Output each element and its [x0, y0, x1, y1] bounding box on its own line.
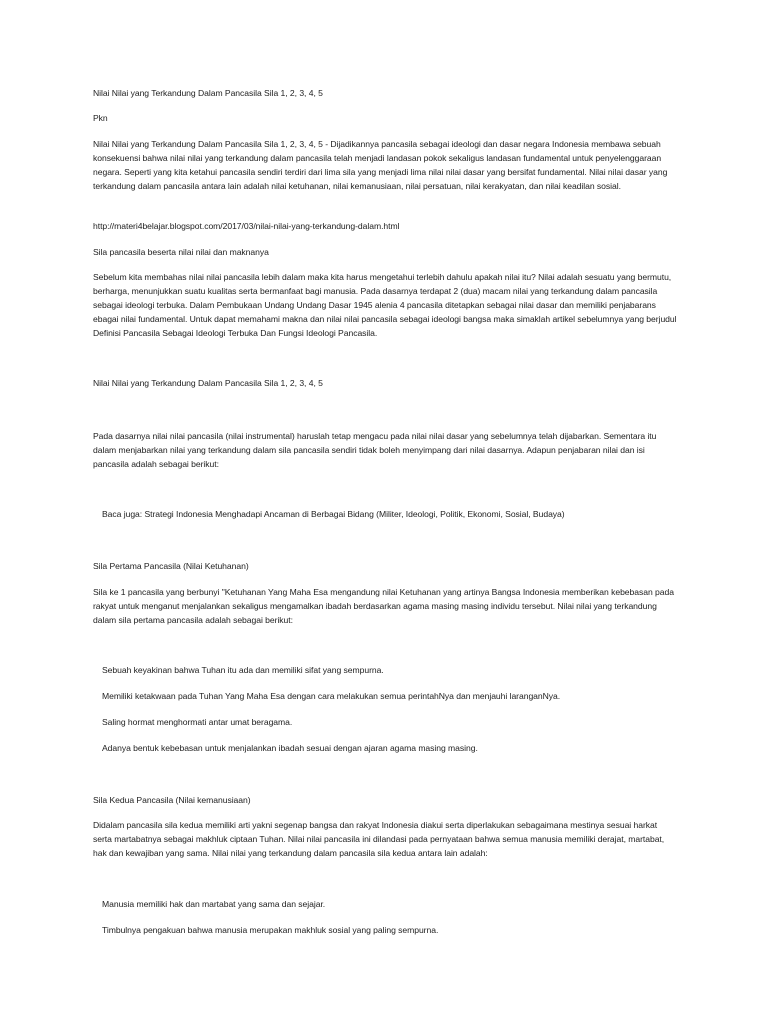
- sila2-list-item: Timbulnya pengakuan bahwa manusia merupakan makhluk sosial yang paling sempurna.: [102, 925, 439, 935]
- sila1-list-item: Memiliki ketakwaan pada Tuhan Yang Maha Esa dengan cara melakukan semua perintahNya dan menjauhi laranganNya.: [102, 691, 561, 701]
- intro-paragraph: Nilai Nilai yang Terkandung Dalam Pancasila Sila 1, 2, 3, 4, 5 - Dijadikannya pancasila sebagai ideologi dan dasar negara Indonesia membawa sebuah konsekuensi bahwa nilai nilai yang terkandung dalam pancasila telah menjadi landasan pokok sekaligus landasan fundamental untuk penyelenggaraan negara. Seperti yang kita ketahui pancasila sendiri terdiri dari lima sila yang menjadi lima nilai nilai dasar yang bersifat fundamental. Nilai nilai dasar yang terkandung dalam pancasila antara lain adalah nilai ketuhanan, nilai kemanusiaan, nilai persatuan, nilai kerakyatan, dan nilai keadilan sosial.: [93, 139, 668, 191]
- paragraph-sebelum: Sebelum kita membahas nilai nilai pancasila lebih dalam maka kita harus mengetahui terlebih dahulu apakah nilai itu? Nilai adalah sesuatu yang bermutu, berharga, menunjukkan suatu kualitas serta bermanfaat bagi manusia. Pada dasarnya terdapat 2 (dua) macam nilai yang terkandung dalam pancasila sebagai ideologi terbuka. Dalam Pembukaan Undang Undang Dasar 1945 alenia 4 pancasila ditetapkan sebagai nilai dasar dan memiliki penjabarans ebagai nilai fundamental. Untuk dapat memahami makna dan nilai nilai pancasila sebagai ideologi bangsa maka simaklah artikel sebelumnya yang berjudul Definisi Pancasila Sebagai Ideologi Terbuka Dan Fungsi Ideologi Pancasila.: [93, 272, 677, 338]
- sila1-list-item: Saling hormat menghormati antar umat beragama.: [102, 717, 293, 727]
- document-title-repeat: Nilai Nilai yang Terkandung Dalam Pancasila Sila 1, 2, 3, 4, 5: [93, 378, 323, 388]
- sila1-list-item: Sebuah keyakinan bahwa Tuhan itu ada dan memiliki sifat yang sempurna.: [102, 665, 384, 675]
- heading-sila-beserta-nilai: Sila pancasila beserta nilai nilai dan maknanya: [93, 247, 269, 257]
- paragraph-sila-kedua: Didalam pancasila sila kedua memiliki arti yakni segenap bangsa dan rakyat Indonesia diakui serta diperlakukan sebagaimana mestinya sesuai harkat serta martabatnya sebagai makhluk ciptaan Tuhan. Nilai nilai pancasila ini dilandasi pada pernyataan bahwa semua manusia memiliki derajat, martabat, hak dan kewajiban yang sama. Nilai nilai yang terkandung dalam pancasila sila kedua antara lain adalah:: [93, 820, 665, 858]
- heading-sila-kedua: Sila Kedua Pancasila (Nilai kemanusiaan): [93, 795, 251, 805]
- sila2-list-item: Manusia memiliki hak dan martabat yang sama dan sejajar.: [102, 899, 326, 909]
- document-title: Nilai Nilai yang Terkandung Dalam Pancasila Sila 1, 2, 3, 4, 5: [93, 88, 323, 98]
- source-url: http://materi4belajar.blogspot.com/2017/03/nilai-nilai-yang-terkandung-dalam.html: [93, 221, 400, 231]
- baca-juga-link: Baca juga: Strategi Indonesia Menghadapi Ancaman di Berbagai Bidang (Militer, Ideologi, Politik, Ekonomi, Sosial, Budaya): [102, 509, 565, 519]
- paragraph-pada-dasarnya: Pada dasarnya nilai nilai pancasila (nilai instrumental) haruslah tetap mengacu pada nilai nilai dasar yang sebelumnya telah dijabarkan. Sementara itu dalam menjabarkan nilai yang terkandung dalam sila pancasila sendiri tidak boleh menyimpang dari nilai dasarnya. Adapun penjabaran nilai dan isi pancasila adalah sebagai berikut:: [93, 431, 657, 469]
- heading-sila-pertama: Sila Pertama Pancasila (Nilai Ketuhanan): [93, 561, 249, 571]
- sila1-list-item: Adanya bentuk kebebasan untuk menjalankan ibadah sesuai dengan ajaran agama masing masing.: [102, 743, 478, 753]
- document-subject: Pkn: [93, 113, 108, 123]
- paragraph-sila-pertama: Sila ke 1 pancasila yang berbunyi "Ketuhanan Yang Maha Esa mengandung nilai Ketuhanan yang artinya Bangsa Indonesia memberikan kebebasan pada rakyat untuk menganut menjalankan sekaligus mengamalkan ibadah berdasarkan agama masing masing individu tersebut. Nilai nilai yang terkandung dalam sila pertama pancasila adalah sebagai berikut:: [93, 587, 674, 625]
